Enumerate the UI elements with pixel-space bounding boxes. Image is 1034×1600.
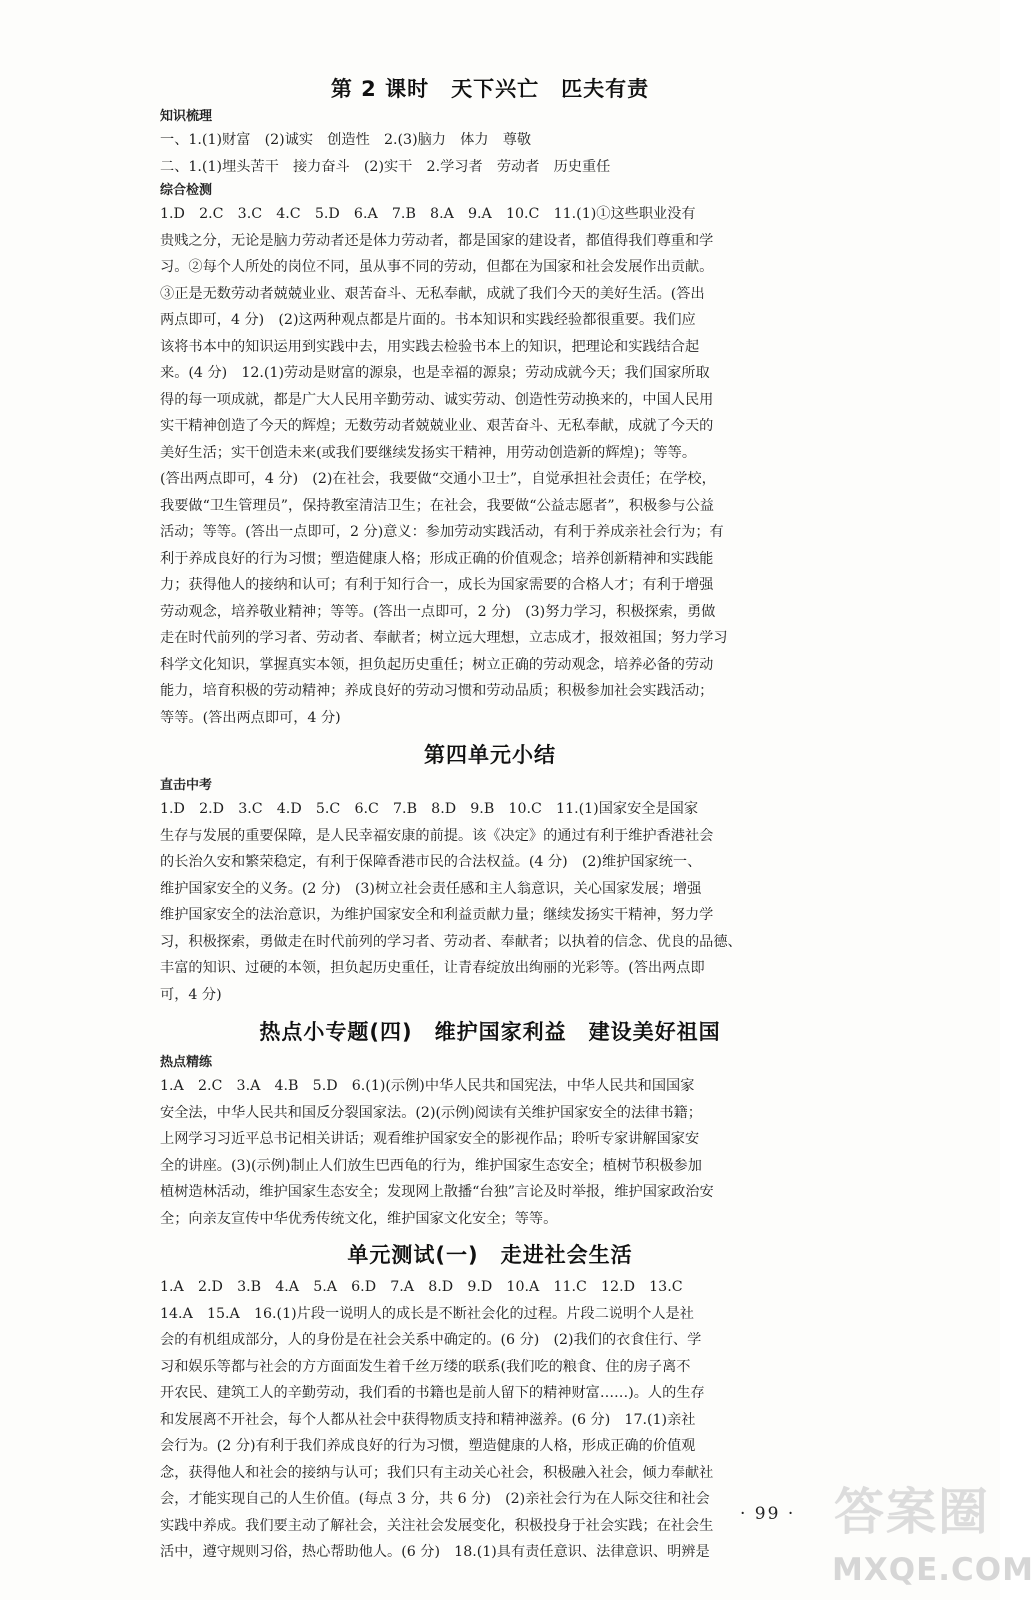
text-line: 劳动观念，培养敬业精神；等等。(答出一点即可，2 分) (3)努力学习，积极探索，勇做 bbox=[160, 603, 716, 620]
text-line: 一、1.(1)财富 (2)诚实 创造性 2.(3)脑力 体力 尊敬 bbox=[160, 132, 532, 148]
text-line: 贵贱之分，无论是脑力劳动者还是体力劳动者，都是国家的建设者，都值得我们尊重和学 bbox=[160, 232, 714, 249]
text-line: 走在时代前列的学习者、劳动者、奉献者；树立远大理想，立志成才，报效祖国；努力学习 bbox=[160, 630, 728, 646]
text-line: 等等。(答出两点即可，4 分) bbox=[160, 709, 341, 726]
text-line: 安全法，中华人民共和国反分裂国家法。(2)(示例)阅读有关维护国家安全的法律书籍； bbox=[160, 1104, 702, 1121]
knowledge-lines bbox=[160, 127, 820, 180]
text-line: 会的有机组成部分，人的身份是在社会关系中确定的。(6 分) (2)我们的衣食住行、学 bbox=[160, 1332, 702, 1348]
section-title: 第四单元小结 bbox=[424, 743, 556, 767]
text-line: 植树造林活动，维护国家生态安全；发现网上散播“台独”言论及时举报，维护国家政治安 bbox=[160, 1184, 714, 1200]
text-line: 1.D 2.D 3.C 4.D 5.C 6.C 7.B 8.D 9.B 10.C 11.(1)国家安全是国家 bbox=[160, 801, 699, 817]
text-line: 习。②每个人所处的岗位不同，虽从事不同的劳动，但都在为国家和社会发展作出贡献。 bbox=[160, 259, 714, 275]
text-line: 利于养成良好的行为习惯；塑造健康人格；形成正确的价值观念；培养创新精神和实践能 bbox=[160, 550, 714, 567]
text-line: 生存与发展的重要保障，是人民幸福安康的前提。该《决定》的通过有利于维护香港社会 bbox=[160, 827, 714, 844]
text-line: 习，积极探索，勇做走在时代前列的学习者、劳动者、奉献者；以执着的信念、优良的品德、 bbox=[160, 933, 742, 950]
text-line: 该将书本中的知识运用到实践中去，用实践去检验书本上的知识，把理论和实践结合起 bbox=[160, 338, 700, 355]
text-line: 1.D 2.C 3.C 4.C 5.D 6.A 7.B 8.A 9.A 10.C 11.(1)①这些职业没有 bbox=[160, 206, 696, 222]
text-line: 维护国家安全的义务。(2 分) (3)树立社会责任感和主人翁意识，关心国家发展；增强 bbox=[160, 880, 702, 897]
subheading-knowledge: 知识梳理 bbox=[160, 109, 213, 124]
text-line: 全；向亲友宣传中华优秀传统文化，维护国家文化安全；等等。 bbox=[160, 1210, 558, 1227]
section-title: 第 2 课时 天下兴亡 匹夫有责 bbox=[330, 77, 650, 101]
text-line: 活中，遵守规则习俗，热心帮助他人。(6 分) 18.(1)具有责任意识、法律意识、明辨是 bbox=[160, 1544, 710, 1560]
section-lesson2 bbox=[160, 72, 820, 731]
section-hot-topic bbox=[160, 1012, 820, 1232]
text-line: (答出两点即可，4 分) (2)在社会，我要做“交通小卫士”，自觉承担社会责任；在学校， bbox=[160, 471, 716, 487]
subheading-practice: 热点精练 bbox=[160, 1055, 213, 1070]
text-line: 得的每一项成就，都是广大人民用辛勤劳动、诚实劳动、创造性劳动换来的，中国人民用 bbox=[160, 391, 714, 408]
text-line: 实干精神创造了今天的辉煌；无数劳动者兢兢业业、艰苦奋斗、无私奉献，成就了今天的 bbox=[160, 418, 714, 434]
text-line: 习和娱乐等都与社会的方方面面发生着千丝万缕的联系(我们吃的粮食、住的房子离不 bbox=[160, 1358, 691, 1375]
text-line: 的长治久安和繁荣稳定，有利于保障香港市民的合法权益。(4 分) (2)维护国家统一、 bbox=[160, 854, 702, 870]
subheading-test: 综合检测 bbox=[160, 183, 213, 198]
practice-lines bbox=[160, 1073, 820, 1232]
text-line: 14.A 15.A 16.(1)片段一说明人的成长是不断社会化的过程。片段二说明个人是社 bbox=[160, 1305, 694, 1322]
text-line: 能力，培育积极的劳动精神；养成良好的劳动习惯和劳动品质；积极参加社会实践活动； bbox=[160, 683, 714, 699]
text-line: 1.A 2.C 3.A 4.B 5.D 6.(1)(示例)中华人民共和国宪法，中华人民共和国国家 bbox=[160, 1078, 695, 1094]
text-line: 我要做“卫生管理员”，保持教室清洁卫生；在社会，我要做“公益志愿者”，积极参与公益 bbox=[160, 497, 714, 514]
text-line: 美好生活；实干创造未来(或我们要继续发扬实干精神，用劳动创造新的辉煌)；等等。 bbox=[160, 444, 697, 461]
unit-test-lines bbox=[160, 1274, 820, 1566]
subheading-exam: 直击中考 bbox=[160, 778, 213, 793]
text-line: 念，获得他人和社会的接纳与认可；我们只有主动关心社会，积极融入社会，倾力奉献社 bbox=[160, 1464, 714, 1481]
text-line: 会，才能实现自己的人生价值。(每点 3 分，共 6 分) (2)亲社会行为在人际交往和社会 bbox=[160, 1491, 710, 1507]
text-line: 1.A 2.D 3.B 4.A 5.A 6.D 7.A 8.D 9.D 10.A 11.C 12.D 13.C bbox=[160, 1279, 683, 1295]
watermark-text-bottom: MXQE.COM bbox=[832, 1552, 1034, 1588]
text-line: ③正是无数劳动者兢兢业业、艰苦奋斗、无私奉献，成就了我们今天的美好生活。(答出 bbox=[160, 285, 705, 302]
watermark-text-top: 答案圈 bbox=[834, 1483, 990, 1541]
text-line: 维护国家安全的法治意识，为维护国家安全和利益贡献力量；继续发扬实干精神，努力学 bbox=[160, 907, 714, 923]
text-line: 二、1.(1)埋头苦干 接力奋斗 (2)实干 2.学习者 劳动者 历史重任 bbox=[160, 158, 611, 175]
page-number: · 99 · bbox=[740, 1504, 796, 1524]
text-line: 实践中养成。我们要主动了解社会，关注社会发展变化，积极投身于社会实践；在社会生 bbox=[160, 1517, 714, 1534]
text-line: 开农民、建筑工人的辛勤劳动，我们看的书籍也是前人留下的精神财富……)。人的生存 bbox=[160, 1385, 705, 1401]
text-line: 丰富的知识、过硬的本领，担负起历史重任，让青春绽放出绚丽的光彩等。(答出两点即 bbox=[160, 960, 705, 976]
text-line: 力；获得他人的接纳和认可；有利于知行合一，成长为国家需要的合格人才；有利于增强 bbox=[160, 577, 714, 593]
section-unit-test bbox=[160, 1236, 820, 1566]
text-line: 两点即可，4 分) (2)这两种观点都是片面的。书本知识和实践经验都很重要。我们应 bbox=[160, 312, 696, 328]
section-title: 热点小专题(四) 维护国家利益 建设美好祖国 bbox=[259, 1020, 721, 1044]
text-line: 会行为。(2 分)有利于我们养成良好的行为习惯，塑造健康的人格，形成正确的价值观 bbox=[160, 1438, 696, 1454]
text-line: 和发展离不开社会，每个人都从社会中获得物质支持和精神滋养。(6 分) 17.(1)亲社 bbox=[160, 1411, 696, 1428]
section-title: 单元测试(一) 走进社会生活 bbox=[347, 1243, 633, 1267]
section-unit4-summary bbox=[160, 735, 820, 1008]
watermark-logo bbox=[832, 1476, 1034, 1596]
text-line: 科学文化知识，掌握真实本领，担负起历史重任；树立正确的劳动观念，培养必备的劳动 bbox=[160, 656, 714, 673]
answer-content bbox=[160, 72, 820, 1570]
exam-lines bbox=[160, 796, 820, 1008]
text-line: 来。(4 分) 12.(1)劳动是财富的源泉，也是幸福的源泉；劳动成就今天；我们国家所取 bbox=[160, 365, 710, 381]
text-line: 全的讲座。(3)(示例)制止人们放生巴西龟的行为，维护国家生态安全；植树节积极参加 bbox=[160, 1157, 702, 1174]
text-line: 活动；等等。(答出一点即可，2 分)意义：参加劳动实践活动，有利于养成亲社会行为；有 bbox=[160, 524, 724, 540]
text-line: 上网学习习近平总书记相关讲话；观看维护国家安全的影视作品；聆听专家讲解国家安 bbox=[160, 1131, 700, 1147]
test-lines bbox=[160, 201, 820, 731]
text-line: 可，4 分) bbox=[160, 986, 222, 1003]
